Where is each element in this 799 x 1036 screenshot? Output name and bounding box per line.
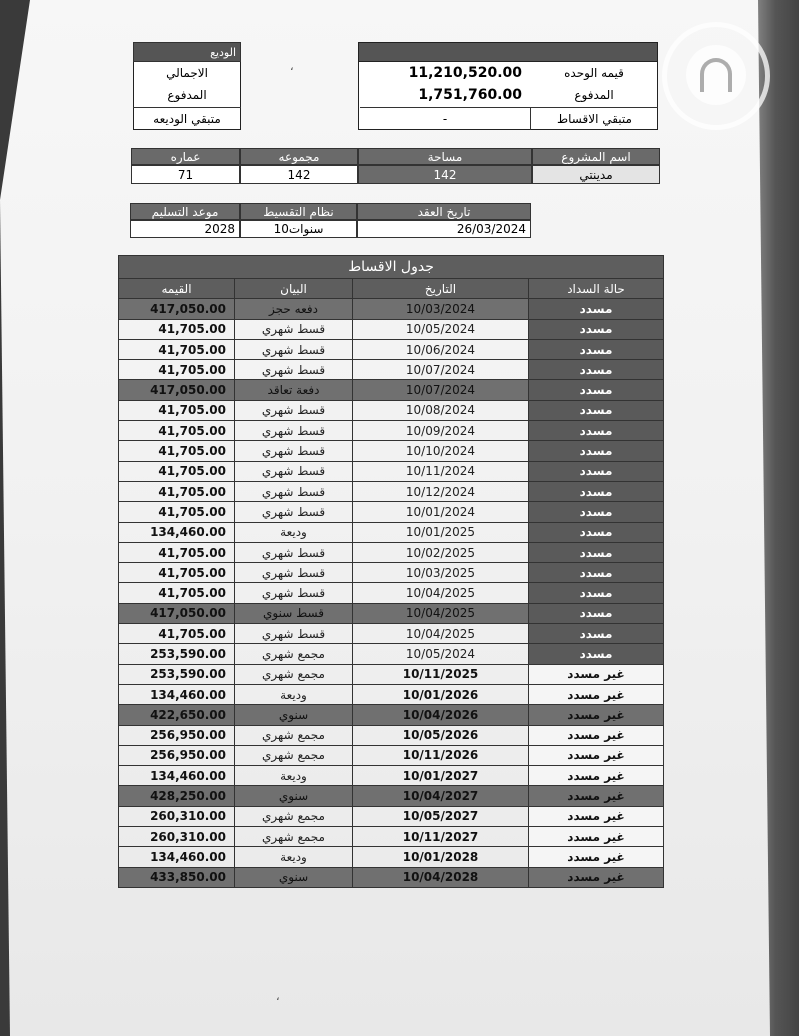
contract-header-plan: نظام التقسيط [240, 203, 357, 220]
status-cell: مسدد [529, 299, 664, 319]
status-cell: غير مسدد [529, 806, 664, 826]
description-cell: وديعة [235, 522, 353, 542]
status-cell: مسدد [529, 441, 664, 461]
description-cell: قسط شهري [235, 400, 353, 420]
status-cell: مسدد [529, 603, 664, 623]
date-cell: 10/04/2025 [353, 624, 529, 644]
date-cell: 10/10/2024 [353, 441, 529, 461]
table-row [119, 380, 664, 400]
date-cell: 10/11/2026 [353, 745, 529, 765]
date-cell: 10/05/2027 [353, 806, 529, 826]
amount-cell: 134,460.00 [119, 847, 235, 867]
project-building-value: 71 [131, 165, 240, 184]
project-header-area: مساحة [358, 148, 532, 165]
date-cell: 10/04/2027 [353, 786, 529, 806]
status-cell: غير مسدد [529, 745, 664, 765]
description-cell: قسط شهري [235, 319, 353, 339]
description-cell: قسط شهري [235, 563, 353, 583]
status-cell: مسدد [529, 624, 664, 644]
description-cell: سنوي [235, 867, 353, 887]
status-cell: مسدد [529, 339, 664, 359]
amount-cell: 253,590.00 [119, 664, 235, 684]
table-row [119, 766, 664, 786]
date-cell: 10/08/2024 [353, 400, 529, 420]
table-row [119, 502, 664, 522]
table-row [119, 806, 664, 826]
unit-value-label: قيمه الوحده [564, 66, 624, 80]
table-row [119, 786, 664, 806]
date-cell: 10/02/2025 [353, 542, 529, 562]
table-row [119, 481, 664, 501]
amount-cell: 41,705.00 [119, 339, 235, 359]
status-cell: مسدد [529, 542, 664, 562]
date-cell: 10/01/2024 [353, 502, 529, 522]
date-cell: 10/11/2024 [353, 461, 529, 481]
status-cell: مسدد [529, 400, 664, 420]
date-cell: 10/07/2024 [353, 380, 529, 400]
deposit-paid-label: المدفوع [167, 88, 207, 102]
description-cell: وديعة [235, 766, 353, 786]
status-cell: مسدد [529, 360, 664, 380]
amount-cell: 41,705.00 [119, 421, 235, 441]
status-cell: غير مسدد [529, 684, 664, 704]
table-row [119, 847, 664, 867]
status-cell: غير مسدد [529, 786, 664, 806]
date-cell: 10/11/2025 [353, 664, 529, 684]
house-icon [700, 58, 732, 92]
table-row [119, 745, 664, 765]
description-cell: سنوي [235, 705, 353, 725]
table-row [119, 583, 664, 603]
table-row [119, 563, 664, 583]
amount-cell: 41,705.00 [119, 624, 235, 644]
amount-cell: 260,310.00 [119, 806, 235, 826]
column-header-amount: القيمه [119, 279, 235, 299]
description-cell: قسط شهري [235, 441, 353, 461]
table-row [119, 360, 664, 380]
table-row [119, 542, 664, 562]
status-cell: مسدد [529, 319, 664, 339]
remaining-installments-value: - [360, 107, 530, 130]
status-cell: مسدد [529, 421, 664, 441]
column-header-date: التاريخ [353, 279, 529, 299]
amount-cell: 41,705.00 [119, 563, 235, 583]
table-row [119, 421, 664, 441]
project-header-name: اسم المشروع [532, 148, 660, 165]
table-row [119, 441, 664, 461]
project-header-building: عماره [131, 148, 240, 165]
amount-cell: 260,310.00 [119, 827, 235, 847]
table-row [119, 624, 664, 644]
status-cell: غير مسدد [529, 867, 664, 887]
description-cell: دفعه حجز [235, 299, 353, 319]
remaining-installments-label: متبقي الاقساط [530, 107, 658, 130]
date-cell: 10/05/2024 [353, 319, 529, 339]
installments-title: جدول الاقساط [119, 256, 664, 279]
column-header-description: البيان [235, 279, 353, 299]
paid-value: 1,751,760.00 [418, 87, 522, 103]
date-cell: 10/03/2024 [353, 299, 529, 319]
description-cell: مجمع شهري [235, 745, 353, 765]
table-row [119, 705, 664, 725]
table-row [119, 684, 664, 704]
amount-cell: 428,250.00 [119, 786, 235, 806]
project-group-value: 142 [240, 165, 358, 184]
status-cell: غير مسدد [529, 766, 664, 786]
date-cell: 10/12/2024 [353, 481, 529, 501]
description-cell: وديعة [235, 684, 353, 704]
amount-cell: 417,050.00 [119, 603, 235, 623]
deposit-total-label: الاجمالي [166, 66, 208, 80]
status-cell: مسدد [529, 481, 664, 501]
table-row [119, 339, 664, 359]
date-cell: 10/04/2025 [353, 583, 529, 603]
amount-cell: 41,705.00 [119, 441, 235, 461]
amount-cell: 134,460.00 [119, 684, 235, 704]
amount-cell: 256,950.00 [119, 725, 235, 745]
date-cell: 10/07/2024 [353, 360, 529, 380]
amount-cell: 41,705.00 [119, 502, 235, 522]
date-cell: 10/05/2024 [353, 644, 529, 664]
amount-cell: 41,705.00 [119, 400, 235, 420]
amount-cell: 41,705.00 [119, 542, 235, 562]
description-cell: مجمع شهري [235, 806, 353, 826]
status-cell: غير مسدد [529, 847, 664, 867]
project-header-group: مجموعه [240, 148, 358, 165]
date-cell: 10/01/2027 [353, 766, 529, 786]
date-cell: 10/09/2024 [353, 421, 529, 441]
table-row [119, 867, 664, 887]
status-cell: مسدد [529, 644, 664, 664]
description-cell: قسط شهري [235, 583, 353, 603]
table-row [119, 827, 664, 847]
deposit-remaining-label: متبقي الوديعه [133, 107, 241, 130]
status-cell: مسدد [529, 461, 664, 481]
amount-cell: 253,590.00 [119, 644, 235, 664]
description-cell: مجمع شهري [235, 644, 353, 664]
contract-date-value: 26/03/2024 [357, 220, 531, 238]
status-cell: غير مسدد [529, 725, 664, 745]
installments-table [118, 255, 664, 888]
table-row [119, 522, 664, 542]
table-row [119, 319, 664, 339]
table-row [119, 299, 664, 319]
contract-plan-value: 10سنوات [240, 220, 357, 238]
description-cell: مجمع شهري [235, 725, 353, 745]
status-cell: مسدد [529, 502, 664, 522]
description-cell: قسط شهري [235, 481, 353, 501]
description-cell: سنوي [235, 786, 353, 806]
amount-cell: 422,650.00 [119, 705, 235, 725]
description-cell: وديعة [235, 847, 353, 867]
date-cell: 10/11/2027 [353, 827, 529, 847]
deposit-summary-header: الوديع [133, 42, 241, 62]
status-cell: غير مسدد [529, 664, 664, 684]
project-name-value: مدينتي [532, 165, 660, 184]
table-row [119, 400, 664, 420]
amount-cell: 417,050.00 [119, 380, 235, 400]
table-row [119, 603, 664, 623]
description-cell: مجمع شهري [235, 827, 353, 847]
page-mark: ، [276, 990, 280, 1003]
table-row [119, 725, 664, 745]
column-header-status: حالة السداد [529, 279, 664, 299]
date-cell: 10/06/2024 [353, 339, 529, 359]
contract-header-date: تاريخ العقد [357, 203, 531, 220]
status-cell: مسدد [529, 563, 664, 583]
amount-cell: 41,705.00 [119, 461, 235, 481]
top-mark: ، [290, 60, 294, 73]
date-cell: 10/03/2025 [353, 563, 529, 583]
description-cell: قسط شهري [235, 542, 353, 562]
amount-cell: 433,850.00 [119, 867, 235, 887]
table-row [119, 461, 664, 481]
date-cell: 10/01/2025 [353, 522, 529, 542]
description-cell: قسط شهري [235, 502, 353, 522]
amount-cell: 417,050.00 [119, 299, 235, 319]
description-cell: قسط شهري [235, 624, 353, 644]
date-cell: 10/05/2026 [353, 725, 529, 745]
description-cell: قسط شهري [235, 461, 353, 481]
amount-cell: 41,705.00 [119, 319, 235, 339]
contract-header-delivery: موعد التسليم [130, 203, 240, 220]
amount-cell: 134,460.00 [119, 522, 235, 542]
date-cell: 10/01/2028 [353, 847, 529, 867]
description-cell: قسط شهري [235, 421, 353, 441]
description-cell: قسط شهري [235, 360, 353, 380]
date-cell: 10/04/2026 [353, 705, 529, 725]
status-cell: غير مسدد [529, 827, 664, 847]
amount-cell: 41,705.00 [119, 583, 235, 603]
status-cell: مسدد [529, 522, 664, 542]
table-row [119, 644, 664, 664]
unit-value: 11,210,520.00 [408, 65, 522, 81]
description-cell: دفعة تعاقد [235, 380, 353, 400]
description-cell: قسط سنوي [235, 603, 353, 623]
amount-cell: 41,705.00 [119, 360, 235, 380]
amount-cell: 41,705.00 [119, 481, 235, 501]
date-cell: 10/01/2026 [353, 684, 529, 704]
status-cell: مسدد [529, 583, 664, 603]
date-cell: 10/04/2028 [353, 867, 529, 887]
description-cell: مجمع شهري [235, 664, 353, 684]
date-cell: 10/04/2025 [353, 603, 529, 623]
description-cell: قسط شهري [235, 339, 353, 359]
status-cell: غير مسدد [529, 705, 664, 725]
contract-delivery-value: 2028 [130, 220, 240, 238]
paid-label: المدفوع [574, 88, 614, 102]
table-row [119, 664, 664, 684]
amount-cell: 134,460.00 [119, 766, 235, 786]
unit-summary-header [358, 42, 658, 62]
project-area-value: 142 [358, 165, 532, 184]
status-cell: مسدد [529, 380, 664, 400]
amount-cell: 256,950.00 [119, 745, 235, 765]
